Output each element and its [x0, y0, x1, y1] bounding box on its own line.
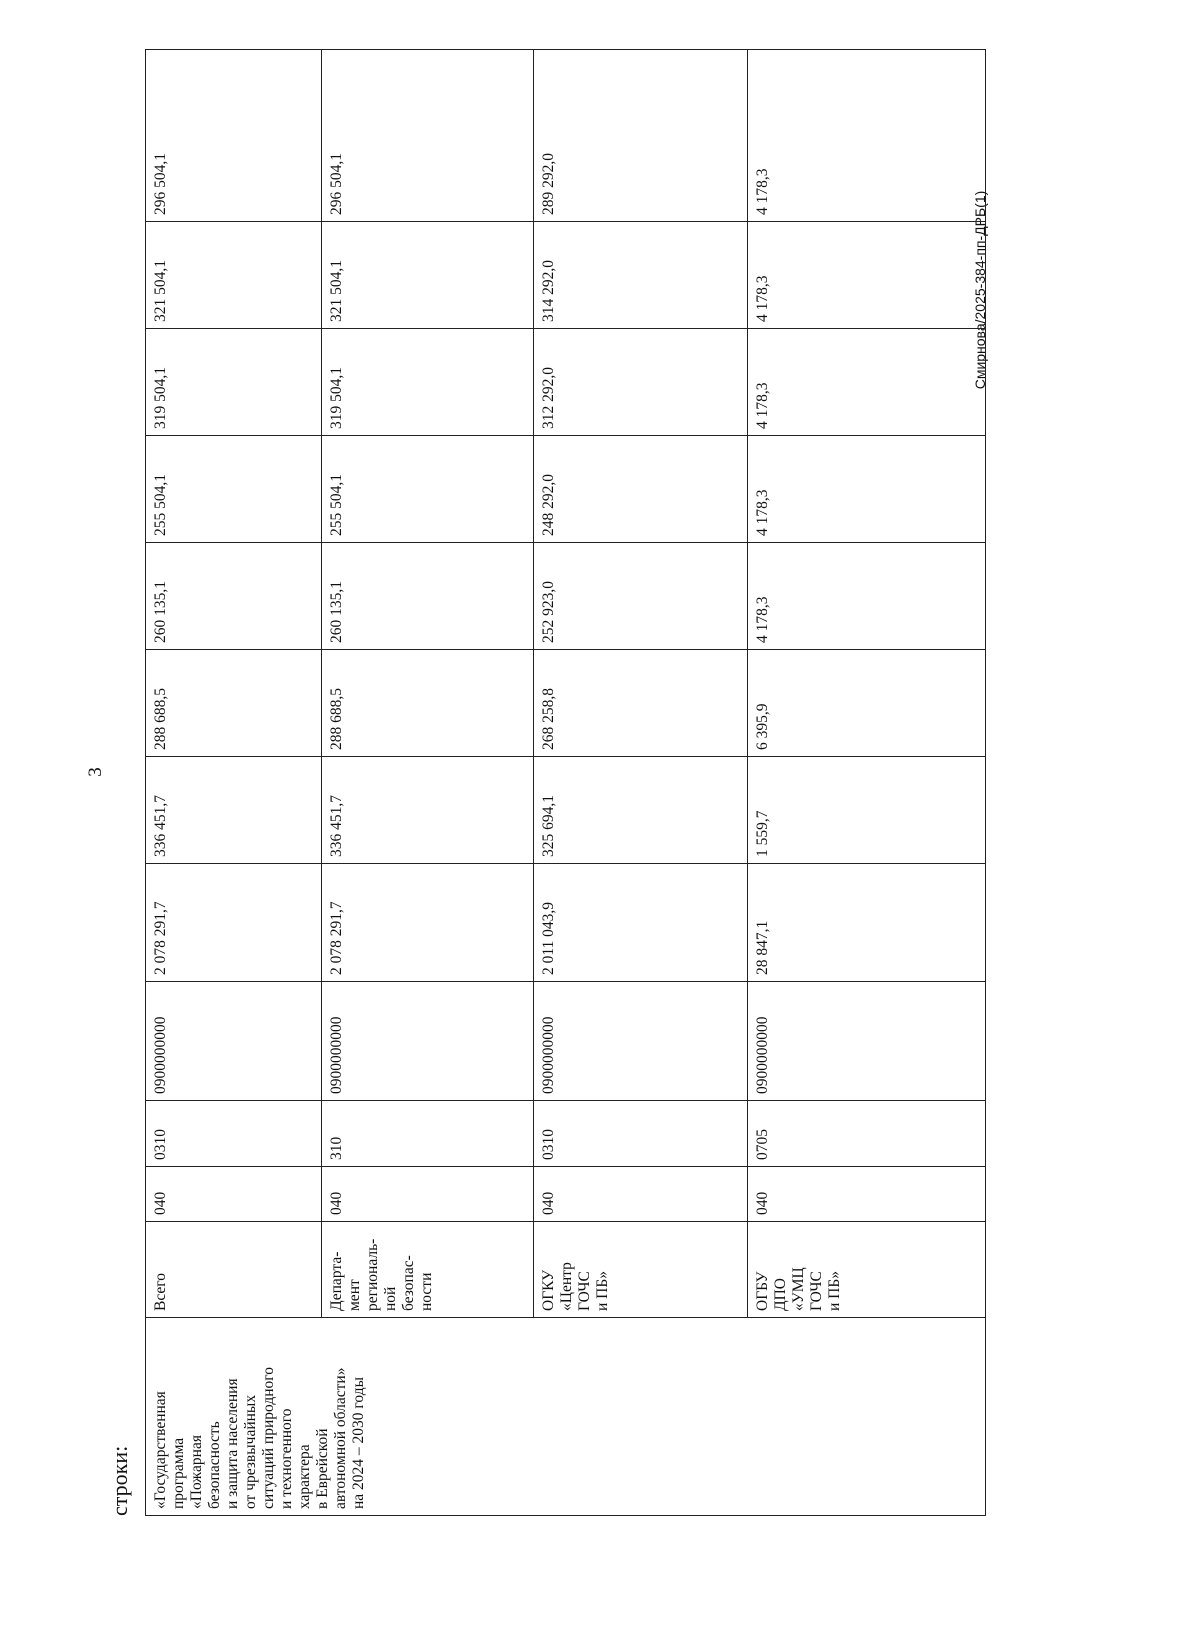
section-code-cell: 0310: [146, 1101, 322, 1167]
executor-line: «Центр: [558, 1262, 575, 1311]
program-name-line: программа: [170, 1437, 187, 1509]
section-code-cell: 310: [322, 1101, 534, 1167]
program-name-line: характера: [296, 1444, 313, 1509]
table-row: [146, 50, 322, 1516]
year-amount-cell: 4 178,3: [748, 543, 986, 650]
year-amount-cell: 6 395,9: [748, 650, 986, 757]
total-amount-cell: 28 847,1: [748, 864, 986, 982]
year-amount-cell: 260 135,1: [322, 543, 534, 650]
year-amount-cell: 319 504,1: [146, 329, 322, 436]
year-amount-cell: 4 178,3: [748, 222, 986, 329]
executor-cell: [534, 1222, 748, 1318]
executor-line: ной: [382, 1286, 399, 1311]
program-name-line: автономной области»: [332, 1367, 349, 1509]
executor-line: ДПО: [772, 1278, 789, 1311]
executor-line: ОГБУ: [754, 1271, 771, 1311]
section-code-cell: 0310: [534, 1101, 748, 1167]
grbs-code-cell: 040: [146, 1167, 322, 1222]
executor-line: Всего: [152, 1272, 169, 1311]
program-name-line: от чрезвычайных: [242, 1394, 259, 1509]
budget-table: [145, 49, 986, 1516]
executor-line: ГОЧС: [808, 1271, 825, 1311]
grbs-code-cell: 040: [322, 1167, 534, 1222]
section-code-cell: 0705: [748, 1101, 986, 1167]
year-amount-cell: 268 258,8: [534, 650, 748, 757]
total-amount-cell: 2 078 291,7: [322, 864, 534, 982]
executor-line: мент: [346, 1279, 363, 1311]
executor-line: «УМЦ: [790, 1267, 807, 1311]
executor-line: ГОЧС: [576, 1271, 593, 1311]
table-row: [322, 50, 534, 1516]
year-amount-cell: 255 504,1: [322, 436, 534, 543]
year-amount-cell: 255 504,1: [146, 436, 322, 543]
program-name-line: на 2024 – 2030 годы: [350, 1377, 367, 1509]
year-amount-cell: 296 504,1: [146, 50, 322, 222]
rotated-table-block: [107, 50, 985, 1516]
table-row: [534, 50, 748, 1516]
table-caption: строки:: [107, 1445, 132, 1516]
year-amount-cell: 252 923,0: [534, 543, 748, 650]
target-article-cell: 0900000000: [748, 982, 986, 1101]
program-name-line: безопасность: [206, 1421, 223, 1509]
executor-line: ности: [418, 1272, 435, 1311]
table-row: [748, 50, 986, 1516]
executor-line: и ПБ»: [826, 1270, 843, 1311]
year-amount-cell: 289 292,0: [534, 50, 748, 222]
program-name-line: и защита населения: [224, 1378, 241, 1509]
target-article-cell: 0900000000: [534, 982, 748, 1101]
program-name-line: «Пожарная: [188, 1435, 205, 1509]
executor-line: региональ-: [364, 1238, 381, 1311]
year-amount-cell: 260 135,1: [146, 543, 322, 650]
year-amount-cell: 4 178,3: [748, 436, 986, 543]
year-amount-cell: 4 178,3: [748, 329, 986, 436]
executor-cell: [146, 1222, 322, 1318]
executor-line: безопас-: [400, 1255, 417, 1311]
year-amount-cell: 288 688,5: [322, 650, 534, 757]
document-code: Смирнова/2025-384-пп-ДРБ(1): [972, 190, 988, 390]
program-name-line: ситуаций природного: [260, 1367, 277, 1509]
year-amount-cell: 314 292,0: [534, 222, 748, 329]
year-amount-cell: 321 504,1: [146, 222, 322, 329]
grbs-code-cell: 040: [748, 1167, 986, 1222]
target-article-cell: 0900000000: [322, 982, 534, 1101]
year-amount-cell: 321 504,1: [322, 222, 534, 329]
year-amount-cell: 336 451,7: [146, 757, 322, 864]
year-amount-cell: 312 292,0: [534, 329, 748, 436]
year-amount-cell: 248 292,0: [534, 436, 748, 543]
grbs-code-cell: 040: [534, 1167, 748, 1222]
executor-line: и ПБ»: [594, 1270, 611, 1311]
program-name-line: и техногенного: [278, 1408, 295, 1509]
target-article-cell: 0900000000: [146, 982, 322, 1101]
year-amount-cell: 336 451,7: [322, 757, 534, 864]
executor-cell: [322, 1222, 534, 1318]
total-amount-cell: 2 011 043,9: [534, 864, 748, 982]
executor-line: Департа-: [328, 1251, 345, 1311]
program-name-line: «Государственная: [152, 1391, 169, 1509]
year-amount-cell: 288 688,5: [146, 650, 322, 757]
executor-cell: [748, 1222, 986, 1318]
year-amount-cell: 1 559,7: [748, 757, 986, 864]
year-amount-cell: 4 178,3: [748, 50, 986, 222]
year-amount-cell: 296 504,1: [322, 50, 534, 222]
executor-line: ОГКУ: [540, 1269, 557, 1311]
program-name-line: в Еврейской: [314, 1428, 331, 1509]
program-name-cell: [146, 1318, 986, 1516]
page-number: 3: [85, 767, 106, 777]
year-amount-cell: 319 504,1: [322, 329, 534, 436]
total-amount-cell: 2 078 291,7: [146, 864, 322, 982]
year-amount-cell: 325 694,1: [534, 757, 748, 864]
